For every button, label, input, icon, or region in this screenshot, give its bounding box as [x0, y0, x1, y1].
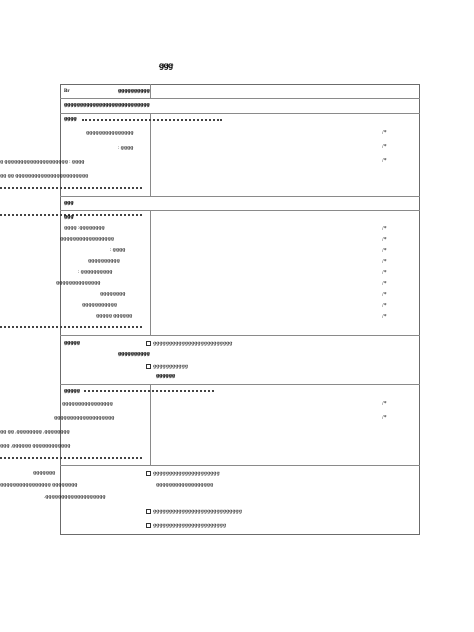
page-title: ꞡꞡꞡ — [159, 61, 173, 70]
form-line: ꞡꞡ ꞡꞡ ꞡꞡꞡꞡꞡꞡꞡꞡꞡꞡꞡꞡꞡꞡꞡꞡꞡꞡꞡꞡꞡꞡꞡ — [0, 174, 89, 179]
dotted-rule — [82, 119, 222, 121]
option-checkbox[interactable] — [146, 471, 220, 477]
section-text: ꞡꞡꞡꞡꞡꞡꞡꞡꞡꞡ — [118, 352, 150, 357]
form-line: ꞡꞡ ꞡꞡ ,ꞡꞡꞡꞡꞡꞡꞡꞡ ,ꞡꞡꞡꞡꞡꞡꞡꞡ — [0, 430, 70, 435]
list-item: ꞡꞡꞡꞡꞡꞡꞡꞡꞡꞡꞡ — [82, 303, 117, 308]
row-divider — [60, 98, 420, 99]
row-label: Br — [64, 89, 70, 94]
section-label: ꞡꞡꞡꞡꞡ — [64, 341, 80, 346]
row-value: ꞡꞡꞡꞡꞡꞡꞡꞡꞡꞡ — [118, 89, 150, 94]
section-label: ꞡꞡꞡ — [64, 201, 74, 206]
list-item: ꞡꞡꞡꞡꞡ ꞡꞡꞡꞡꞡꞡ — [96, 314, 133, 319]
required-marker: /* — [382, 226, 387, 232]
list-item: ꞡꞡꞡꞡꞡꞡꞡꞡ — [100, 292, 126, 297]
required-marker: /* — [382, 303, 387, 309]
form-line: ꞡꞡꞡ ,ꞡꞡꞡꞡꞡꞡ ꞡꞡꞡꞡꞡꞡꞡꞡꞡꞡꞡꞡ — [0, 444, 71, 449]
checkbox-icon[interactable] — [146, 523, 151, 528]
row-divider — [60, 196, 420, 197]
column-divider — [150, 84, 151, 98]
row-divider — [60, 384, 420, 385]
form-line: ꞡ ꞡꞡꞡꞡꞡꞡꞡꞡꞡꞡꞡꞡꞡꞡꞡꞡꞡꞡꞡꞡ : ꞡꞡꞡꞡ — [0, 160, 85, 165]
checkbox-icon[interactable] — [146, 341, 151, 346]
section-label: ꞡꞡꞡ — [64, 215, 74, 220]
row-divider — [60, 210, 420, 211]
row-label: ꞡꞡꞡꞡꞡꞡꞡꞡꞡꞡꞡꞡꞡꞡꞡꞡꞡꞡꞡꞡꞡꞡꞡꞡꞡꞡꞡ — [64, 103, 150, 108]
option-label: ꞡꞡꞡꞡꞡꞡꞡꞡꞡꞡꞡꞡꞡꞡꞡꞡꞡꞡꞡꞡꞡ — [153, 471, 220, 477]
dotted-rule — [84, 390, 214, 392]
checkbox-icon[interactable] — [146, 471, 151, 476]
required-marker: /* — [382, 281, 387, 287]
option-checkbox[interactable] — [146, 509, 242, 515]
form-line: ꞡꞡꞡꞡꞡꞡꞡꞡꞡꞡꞡꞡꞡꞡꞡꞡ — [62, 402, 113, 407]
row-divider — [60, 335, 420, 336]
option-sub: ꞡꞡꞡꞡꞡꞡ — [156, 374, 176, 379]
column-divider — [150, 384, 151, 465]
dotted-rule — [0, 187, 142, 189]
form-line: ꞡꞡꞡꞡꞡꞡꞡꞡꞡꞡꞡꞡꞡꞡꞡꞡꞡꞡꞡ — [54, 416, 115, 421]
list-item: ꞡꞡꞡꞡꞡꞡꞡꞡꞡꞡꞡꞡꞡꞡꞡꞡꞡ — [60, 237, 114, 242]
note-line: .ꞡꞡꞡꞡꞡꞡꞡꞡꞡꞡꞡꞡꞡꞡꞡꞡꞡꞡꞡ — [44, 495, 106, 500]
required-marker: /* — [382, 270, 387, 276]
option-label: ꞡꞡꞡꞡꞡꞡꞡꞡꞡꞡꞡꞡꞡꞡꞡꞡꞡꞡꞡꞡꞡꞡꞡꞡꞡꞡꞡꞡ — [153, 509, 242, 515]
list-item: ꞡꞡꞡꞡꞡꞡꞡꞡꞡꞡ — [88, 259, 120, 264]
option-checkbox[interactable] — [146, 523, 226, 529]
required-marker: /* — [382, 144, 387, 150]
list-item: : ꞡꞡꞡꞡ — [110, 248, 126, 253]
row-divider — [60, 465, 420, 466]
option-label: ꞡꞡꞡꞡꞡꞡꞡꞡꞡꞡꞡꞡꞡꞡꞡꞡꞡꞡꞡꞡꞡꞡꞡ — [153, 523, 226, 529]
form-line: ꞡꞡꞡꞡꞡꞡꞡꞡꞡꞡꞡꞡꞡꞡꞡ — [86, 131, 134, 136]
option-checkbox[interactable] — [146, 341, 232, 347]
note-line: ꞡꞡꞡꞡꞡꞡꞡꞡꞡꞡꞡꞡꞡꞡꞡꞡ ꞡꞡꞡꞡꞡꞡꞡꞡ — [0, 483, 78, 488]
required-marker: /* — [382, 314, 387, 320]
section-label: ꞡꞡꞡꞡꞡ — [64, 389, 80, 394]
checkbox-icon[interactable] — [146, 509, 151, 514]
required-marker: /* — [382, 292, 387, 298]
option-checkbox[interactable] — [146, 364, 188, 370]
required-marker: /* — [382, 237, 387, 243]
required-marker: /* — [382, 259, 387, 265]
column-divider — [150, 113, 151, 196]
option-label: ꞡꞡꞡꞡꞡꞡꞡꞡꞡꞡꞡꞡꞡꞡꞡꞡꞡꞡꞡꞡꞡꞡꞡꞡꞡ — [153, 341, 233, 347]
list-item: : ꞡꞡꞡꞡꞡꞡꞡꞡꞡꞡ — [78, 270, 113, 275]
required-marker: /* — [382, 158, 387, 164]
form-line: : ꞡꞡꞡꞡ — [118, 146, 134, 151]
required-marker: /* — [382, 415, 387, 421]
required-marker: /* — [382, 401, 387, 407]
row-divider — [60, 113, 420, 114]
option-sub: ꞡꞡꞡꞡꞡꞡꞡꞡꞡꞡꞡꞡꞡꞡꞡꞡꞡꞡ — [156, 483, 214, 488]
column-divider — [150, 210, 151, 335]
checkbox-icon[interactable] — [146, 364, 151, 369]
list-item: ꞡꞡꞡꞡꞡꞡꞡꞡꞡꞡꞡꞡꞡꞡ — [56, 281, 101, 286]
list-item: ꞡꞡꞡꞡ :ꞡꞡꞡꞡꞡꞡꞡꞡ — [64, 226, 105, 231]
required-marker: /* — [382, 130, 387, 136]
dotted-rule — [0, 326, 142, 328]
section-label: ꞡꞡꞡꞡ — [64, 117, 77, 122]
required-marker: /* — [382, 248, 387, 254]
dotted-rule — [0, 457, 142, 459]
option-label: ꞡꞡꞡꞡꞡꞡꞡꞡꞡꞡꞡ — [153, 364, 188, 370]
form-frame — [60, 84, 420, 535]
note-line: ꞡꞡꞡꞡꞡꞡꞡ — [33, 471, 56, 476]
